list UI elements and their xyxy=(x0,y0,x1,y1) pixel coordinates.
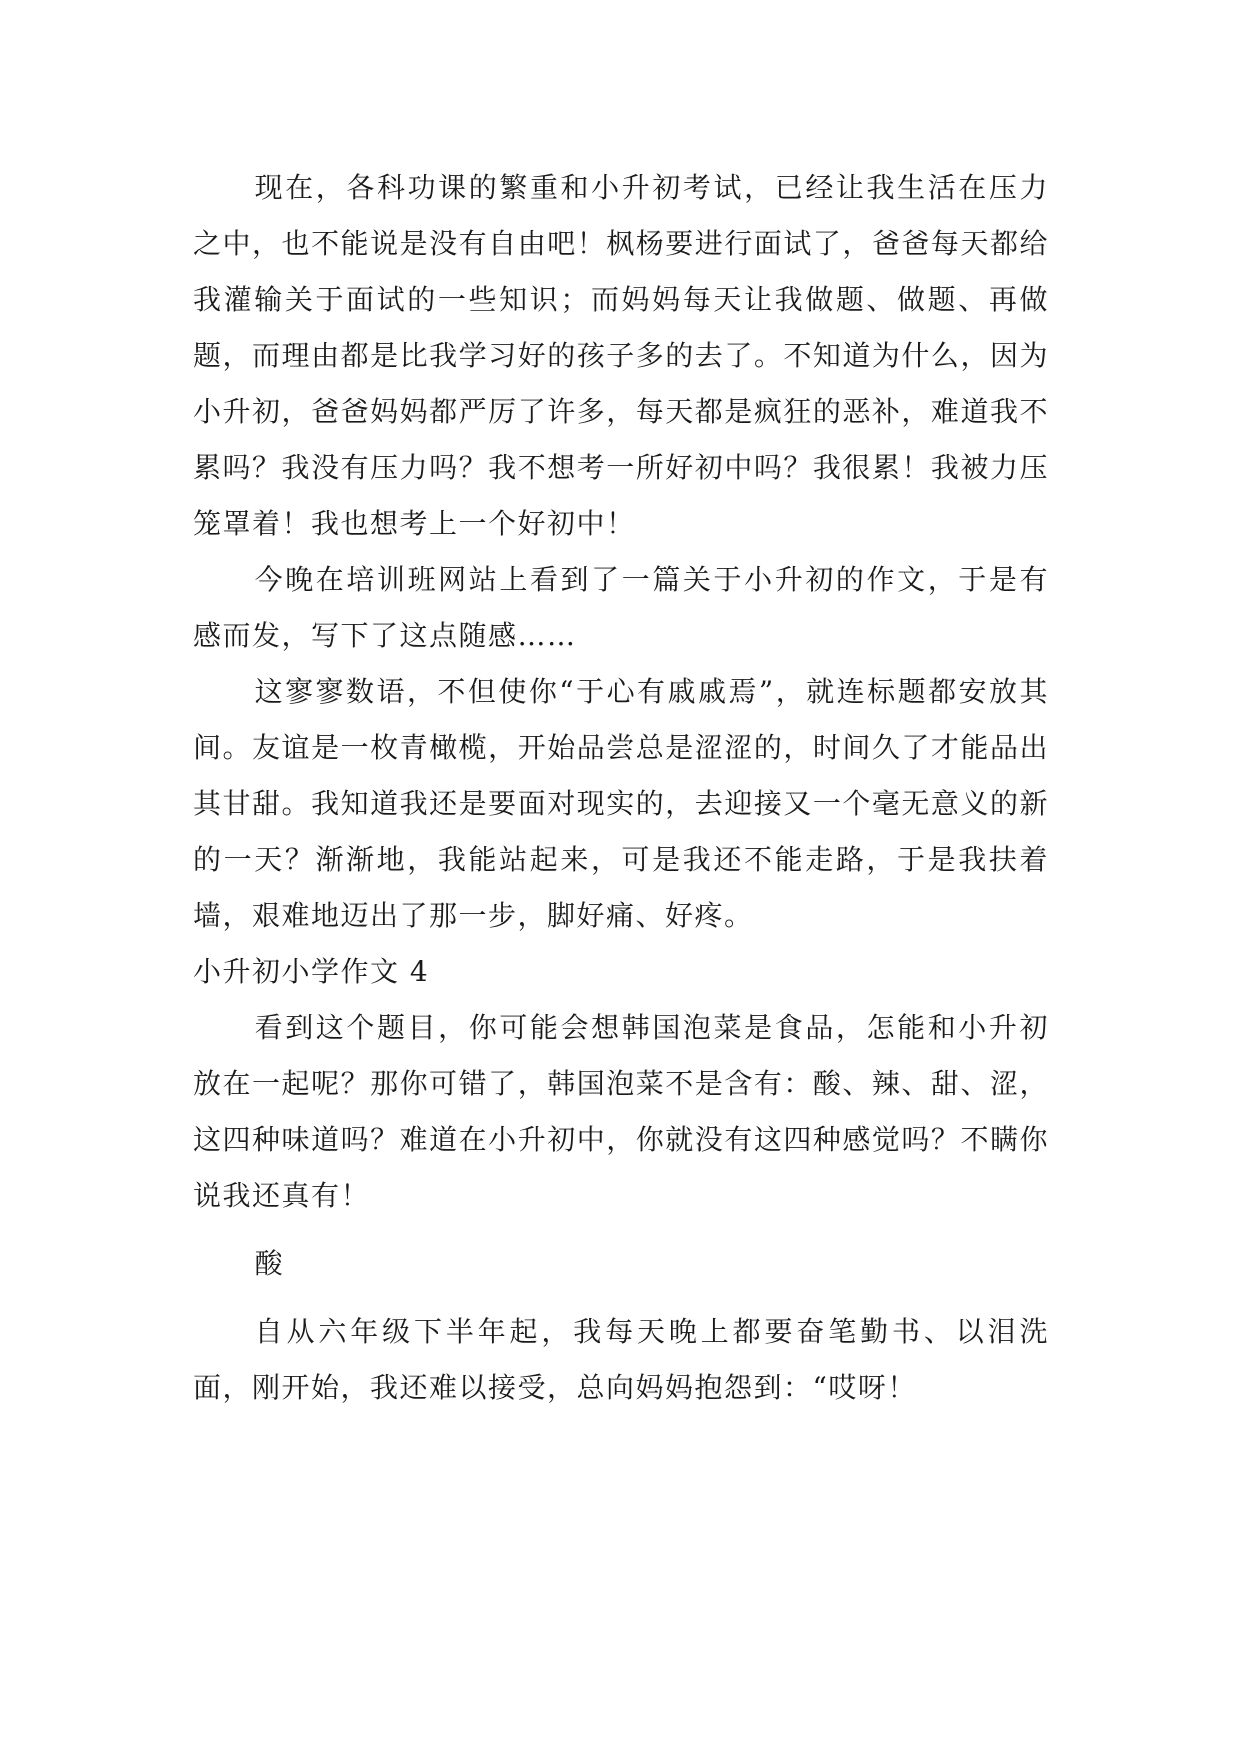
paragraph-2: 今晚在培训班网站上看到了一篇关于小升初的作文，于是有感而发，写下了这点随感…… xyxy=(193,563,1049,652)
section-heading: 小升初小学作文 4 xyxy=(193,955,430,988)
paragraph-4: 看到这个题目，你可能会想韩国泡菜是食品，怎能和小升初放在一起呢？那你可错了，韩国泡菜不是含有：酸、辣、甜、涩，这四种味道吗？难道在小升初中，你就没有这四种感觉吗？不瞒你说我还真有！ xyxy=(193,1011,1049,1212)
paragraph-1: 现在，各科功课的繁重和小升初考试，已经让我生活在压力之中，也不能说是没有自由吧！枫杨要进行面试了，爸爸每天都给我灌输关于面试的一些知识；而妈妈每天让我做题、做题、再做题，而理由都是比我学习好的孩子多的去了。不知道为什么，因为小升初，爸爸妈妈都严厉了许多，每天都是疯狂的恶补，难道我不累吗？我没有压力吗？我不想考一所好初中吗？我很累！我被力压笼罩着！我也想考上一个好初中！ xyxy=(193,171,1049,540)
paragraph-5: 自从六年级下半年起，我每天晚上都要奋笔勤书、以泪洗面，刚开始，我还难以接受，总向妈妈抱怨到：“哎呀！ xyxy=(193,1315,1049,1404)
paragraph-3: 这寥寥数语，不但使你“于心有戚戚焉”，就连标题都安放其间。友谊是一枚青橄榄，开始品尝总是涩涩的，时间久了才能品出其甘甜。我知道我还是要面对现实的，去迎接又一个毫无意义的新的一天？渐渐地，我能站起来，可是我还不能走路，于是我扶着墙，艰难地迈出了那一步，脚好痛、好疼。 xyxy=(193,675,1049,932)
subheading-sour: 酸 xyxy=(254,1247,285,1280)
document-body xyxy=(193,160,1049,1416)
